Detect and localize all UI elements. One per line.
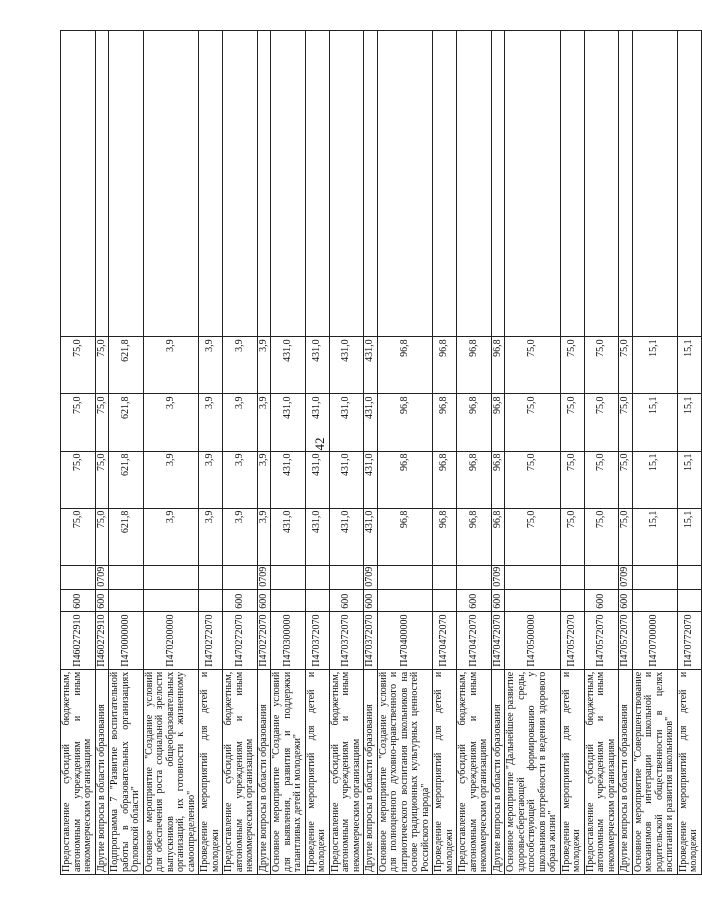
- row-value-cell: 431,0: [364, 451, 378, 508]
- table-row: [433, 31, 457, 875]
- row-vr-cell: [433, 589, 457, 611]
- row-empty-cell: [433, 31, 457, 337]
- row-empty-cell: [305, 31, 329, 337]
- row-value-cell: 3,9: [257, 451, 271, 508]
- row-name-cell: Проведение мероприятий для детей и молодежи: [199, 669, 223, 874]
- row-vr-cell: 600: [457, 589, 492, 611]
- row-value-cell: 431,0: [305, 394, 329, 451]
- row-section-cell: [143, 565, 199, 589]
- row-value-cell: 431,0: [271, 337, 306, 394]
- row-value-cell: 75,0: [619, 451, 633, 508]
- row-vr-cell: 600: [364, 589, 378, 611]
- row-value-cell: 75,0: [619, 508, 633, 565]
- row-vr-cell: 600: [257, 589, 271, 611]
- row-value-cell: 75,0: [619, 337, 633, 394]
- table-row: [584, 31, 619, 875]
- row-section-cell: [199, 565, 223, 589]
- row-empty-cell: [677, 31, 701, 337]
- row-value-cell: 431,0: [364, 508, 378, 565]
- row-value-cell: 75,0: [505, 394, 561, 451]
- row-value-cell: 75,0: [560, 337, 584, 394]
- row-value-cell: 75,0: [584, 508, 619, 565]
- row-value-cell: 96,8: [433, 508, 457, 565]
- row-name-cell: Другие вопросы в области образования: [619, 669, 633, 874]
- table-row: [491, 31, 505, 875]
- row-value-cell: 75,0: [560, 394, 584, 451]
- rotated-page-content: [60, 30, 699, 875]
- row-section-cell: [560, 565, 584, 589]
- row-code-cell: П470372070: [329, 611, 364, 669]
- row-value-cell: 3,9: [199, 508, 223, 565]
- row-value-cell: 431,0: [271, 394, 306, 451]
- row-empty-cell: [457, 31, 492, 337]
- row-value-cell: 15,1: [632, 337, 677, 394]
- row-code-cell: П470700000: [632, 611, 677, 669]
- row-value-cell: 431,0: [271, 508, 306, 565]
- row-value-cell: 96,8: [377, 451, 433, 508]
- row-value-cell: 621,8: [109, 508, 144, 565]
- row-code-cell: П470572070: [619, 611, 633, 669]
- table-row: [109, 31, 144, 875]
- row-empty-cell: [584, 31, 619, 337]
- row-value-cell: 621,8: [109, 394, 144, 451]
- row-value-cell: 75,0: [61, 394, 96, 451]
- row-value-cell: 75,0: [505, 451, 561, 508]
- row-value-cell: 75,0: [95, 337, 109, 394]
- row-vr-cell: 600: [61, 589, 96, 611]
- row-code-cell: П470272070: [223, 611, 258, 669]
- row-code-cell: П470772070: [677, 611, 701, 669]
- row-section-cell: [377, 565, 433, 589]
- row-value-cell: 96,8: [491, 451, 505, 508]
- row-name-cell: Предоставление субсидий бюджетным, автономным учреждениям и иным некоммерческим организациям: [61, 669, 96, 874]
- row-empty-cell: [109, 31, 144, 337]
- row-value-cell: 96,8: [433, 451, 457, 508]
- row-code-cell: П470572070: [560, 611, 584, 669]
- row-code-cell: П470572070: [584, 611, 619, 669]
- row-vr-cell: 600: [584, 589, 619, 611]
- row-name-cell: Другие вопросы в области образования: [364, 669, 378, 874]
- row-section-cell: [457, 565, 492, 589]
- table-row: [619, 31, 633, 875]
- row-section-cell: [271, 565, 306, 589]
- row-value-cell: 3,9: [257, 337, 271, 394]
- row-empty-cell: [491, 31, 505, 337]
- row-section-cell: [433, 565, 457, 589]
- row-name-cell: Предоставление субсидий бюджетным, автономным учреждениям и иным некоммерческим организациям: [584, 669, 619, 874]
- table-row: [505, 31, 561, 875]
- table-row: [223, 31, 258, 875]
- row-value-cell: 75,0: [95, 508, 109, 565]
- row-empty-cell: [364, 31, 378, 337]
- row-value-cell: 96,8: [433, 394, 457, 451]
- row-section-cell: 0709: [491, 565, 505, 589]
- table-row: [199, 31, 223, 875]
- row-vr-cell: [109, 589, 144, 611]
- row-section-cell: 0709: [95, 565, 109, 589]
- table-row: [61, 31, 96, 875]
- row-value-cell: 96,8: [491, 508, 505, 565]
- row-vr-cell: [632, 589, 677, 611]
- row-code-cell: П470372070: [305, 611, 329, 669]
- row-vr-cell: [677, 589, 701, 611]
- row-vr-cell: [305, 589, 329, 611]
- row-code-cell: П470500000: [505, 611, 561, 669]
- row-value-cell: 431,0: [329, 394, 364, 451]
- row-vr-cell: [377, 589, 433, 611]
- row-value-cell: 3,9: [223, 451, 258, 508]
- row-empty-cell: [619, 31, 633, 337]
- row-value-cell: 15,1: [632, 451, 677, 508]
- row-value-cell: 75,0: [584, 451, 619, 508]
- row-empty-cell: [61, 31, 96, 337]
- row-empty-cell: [377, 31, 433, 337]
- row-value-cell: 15,1: [677, 508, 701, 565]
- row-section-cell: [305, 565, 329, 589]
- row-value-cell: 3,9: [143, 337, 199, 394]
- row-value-cell: 3,9: [223, 337, 258, 394]
- row-name-cell: Основное мероприятие "Создание условий для выявления, развития и поддержки талантливых детей и молодежи": [271, 669, 306, 874]
- row-code-cell: П470400000: [377, 611, 433, 669]
- row-empty-cell: [199, 31, 223, 337]
- row-empty-cell: [632, 31, 677, 337]
- row-value-cell: 75,0: [61, 337, 96, 394]
- row-value-cell: 15,1: [632, 508, 677, 565]
- row-vr-cell: [271, 589, 306, 611]
- row-value-cell: 96,8: [457, 451, 492, 508]
- table-row: [677, 31, 701, 875]
- row-value-cell: 75,0: [584, 337, 619, 394]
- row-name-cell: Проведение мероприятий для детей и молодежи: [305, 669, 329, 874]
- row-section-cell: 0709: [364, 565, 378, 589]
- row-value-cell: 15,1: [677, 337, 701, 394]
- row-section-cell: [677, 565, 701, 589]
- row-code-cell: П470472070: [491, 611, 505, 669]
- row-vr-cell: 600: [329, 589, 364, 611]
- row-section-cell: [632, 565, 677, 589]
- row-empty-cell: [257, 31, 271, 337]
- row-empty-cell: [223, 31, 258, 337]
- row-code-cell: П470200000: [143, 611, 199, 669]
- budget-table: [60, 30, 702, 875]
- row-vr-cell: 600: [223, 589, 258, 611]
- row-value-cell: 96,8: [433, 337, 457, 394]
- row-value-cell: 431,0: [305, 508, 329, 565]
- row-name-cell: Предоставление субсидий бюджетным, автономным учреждениям и иным некоммерческим организациям: [223, 669, 258, 874]
- row-value-cell: 75,0: [95, 394, 109, 451]
- row-value-cell: 431,0: [364, 394, 378, 451]
- row-value-cell: 75,0: [61, 451, 96, 508]
- row-value-cell: 15,1: [677, 394, 701, 451]
- row-value-cell: 431,0: [305, 451, 329, 508]
- row-value-cell: 3,9: [199, 451, 223, 508]
- row-value-cell: 96,8: [457, 394, 492, 451]
- row-name-cell: Основное мероприятие "Создание условий для обеспечения роста социальной зрелости выпускников общеобразовательных организаций, их готовности к жизненному самоопределению": [143, 669, 199, 874]
- row-value-cell: 431,0: [329, 451, 364, 508]
- row-value-cell: 75,0: [95, 451, 109, 508]
- row-vr-cell: [560, 589, 584, 611]
- row-value-cell: 96,8: [377, 337, 433, 394]
- row-value-cell: 431,0: [305, 337, 329, 394]
- row-name-cell: Проведение мероприятий для детей и молодежи: [560, 669, 584, 874]
- row-code-cell: П470372070: [364, 611, 378, 669]
- row-section-cell: [61, 565, 96, 589]
- row-section-cell: [223, 565, 258, 589]
- row-value-cell: 621,8: [109, 451, 144, 508]
- page-number: 42: [312, 437, 327, 451]
- row-value-cell: 431,0: [329, 508, 364, 565]
- row-value-cell: 3,9: [257, 508, 271, 565]
- row-section-cell: [584, 565, 619, 589]
- row-value-cell: 3,9: [143, 394, 199, 451]
- row-value-cell: 75,0: [584, 394, 619, 451]
- row-code-cell: П460272910: [95, 611, 109, 669]
- row-value-cell: 3,9: [199, 337, 223, 394]
- row-name-cell: Основное мероприятие "Создание условий для полноценного духовно-нравственного и патриотического воспитания школьников на основе традиционных культурных ценностей Российского народа": [377, 669, 433, 874]
- row-name-cell: Проведение мероприятий для детей и молодежи: [677, 669, 701, 874]
- row-value-cell: 96,8: [377, 508, 433, 565]
- row-empty-cell: [505, 31, 561, 337]
- row-name-cell: Другие вопросы в области образования: [95, 669, 109, 874]
- row-section-cell: [329, 565, 364, 589]
- row-vr-cell: [143, 589, 199, 611]
- table-row: [271, 31, 306, 875]
- row-section-cell: [109, 565, 144, 589]
- table-row: [560, 31, 584, 875]
- row-value-cell: 3,9: [143, 451, 199, 508]
- table-row: [364, 31, 378, 875]
- table-row: [632, 31, 677, 875]
- row-value-cell: 431,0: [364, 337, 378, 394]
- table-row: [377, 31, 433, 875]
- row-code-cell: П460272910: [61, 611, 96, 669]
- row-code-cell: П470272070: [257, 611, 271, 669]
- row-value-cell: 75,0: [505, 508, 561, 565]
- table-row: [305, 31, 329, 875]
- row-value-cell: 3,9: [223, 394, 258, 451]
- row-value-cell: 75,0: [505, 337, 561, 394]
- row-empty-cell: [271, 31, 306, 337]
- row-code-cell: П470272070: [199, 611, 223, 669]
- row-code-cell: П470472070: [457, 611, 492, 669]
- row-name-cell: Проведение мероприятий для детей и молодежи: [433, 669, 457, 874]
- row-value-cell: 431,0: [271, 451, 306, 508]
- row-section-cell: 0709: [257, 565, 271, 589]
- row-value-cell: 75,0: [560, 508, 584, 565]
- row-value-cell: 75,0: [619, 394, 633, 451]
- row-value-cell: 3,9: [143, 508, 199, 565]
- table-row: [329, 31, 364, 875]
- row-value-cell: 96,8: [457, 508, 492, 565]
- table-row: [457, 31, 492, 875]
- row-value-cell: 3,9: [223, 508, 258, 565]
- row-vr-cell: 600: [491, 589, 505, 611]
- row-vr-cell: 600: [95, 589, 109, 611]
- row-empty-cell: [143, 31, 199, 337]
- row-value-cell: 621,8: [109, 337, 144, 394]
- row-code-cell: П470300000: [271, 611, 306, 669]
- table-row: [95, 31, 109, 875]
- row-value-cell: 96,8: [457, 337, 492, 394]
- table-row: [257, 31, 271, 875]
- row-name-cell: Предоставление субсидий бюджетным, автономным учреждениям и иным некоммерческим организациям: [457, 669, 492, 874]
- row-value-cell: 96,8: [491, 337, 505, 394]
- row-value-cell: 75,0: [61, 508, 96, 565]
- row-value-cell: 96,8: [491, 394, 505, 451]
- row-name-cell: Предоставление субсидий бюджетным, автономным учреждениям и иным некоммерческим организациям: [329, 669, 364, 874]
- row-vr-cell: [199, 589, 223, 611]
- row-empty-cell: [329, 31, 364, 337]
- row-value-cell: 3,9: [257, 394, 271, 451]
- row-value-cell: 96,8: [377, 394, 433, 451]
- row-value-cell: 431,0: [329, 337, 364, 394]
- row-code-cell: П470000000: [109, 611, 144, 669]
- table-row: [143, 31, 199, 875]
- row-value-cell: 75,0: [560, 451, 584, 508]
- row-section-cell: [505, 565, 561, 589]
- row-name-cell: Другие вопросы в области образования: [491, 669, 505, 874]
- row-value-cell: 3,9: [199, 394, 223, 451]
- row-vr-cell: 600: [619, 589, 633, 611]
- row-name-cell: Основное мероприятие "Совершенствование механизмов интеграции школьной и родительской общественности в целях воспитания и развития школьников": [632, 669, 677, 874]
- row-value-cell: 15,1: [632, 394, 677, 451]
- row-name-cell: Другие вопросы в области образования: [257, 669, 271, 874]
- row-value-cell: 15,1: [677, 451, 701, 508]
- row-vr-cell: [505, 589, 561, 611]
- row-code-cell: П470472070: [433, 611, 457, 669]
- row-name-cell: Подпрограмма 7 "Развитие воспитательной работы в образовательных организациях Орловской области": [109, 669, 144, 874]
- row-empty-cell: [95, 31, 109, 337]
- row-empty-cell: [560, 31, 584, 337]
- row-section-cell: 0709: [619, 565, 633, 589]
- row-name-cell: Основное мероприятие "Дальнейшее развитие здоровьесберегающей среды, способствующей формированию у школьников потребности в ведении здорового образа жизни": [505, 669, 561, 874]
